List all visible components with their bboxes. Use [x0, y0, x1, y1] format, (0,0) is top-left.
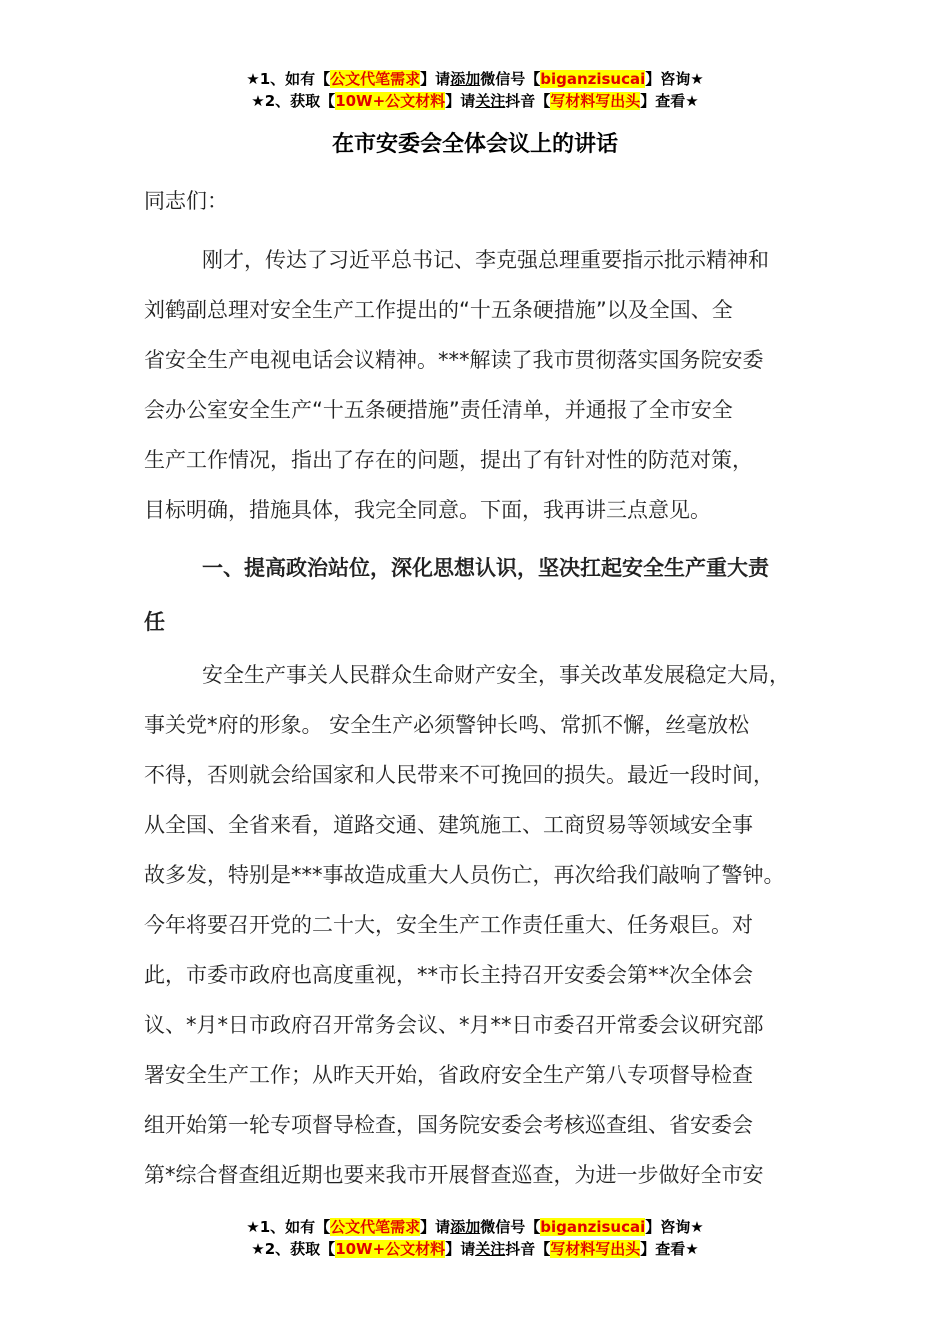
banner-text: 】咨询★	[645, 70, 704, 88]
paragraph-1	[144, 235, 834, 535]
banner-wechat-id: biganzisucai	[540, 70, 646, 88]
banner-highlight: 公文代笔需求	[330, 1218, 421, 1236]
paragraph-line: 故多发，特别是***事故造成重大人员伤亡，再次给我们敲响了警钟。	[144, 863, 785, 887]
paragraph-line: 今年将要召开党的二十大，安全生产工作责任重大、任务艰巨。对	[144, 913, 753, 937]
banner-text: 】请	[420, 70, 451, 88]
banner-text: 抖音【	[505, 92, 551, 110]
banner-text: 】查看★	[640, 1240, 699, 1258]
banner-highlight: 10W+公文材料	[335, 92, 446, 110]
banner-underline: 关注	[475, 92, 506, 110]
paragraph-line: 此，市委市政府也高度重视，**市长主持召开安委会第**次全体会	[144, 963, 753, 987]
banner-line-1	[0, 1216, 950, 1238]
paragraph-line: 生产工作情况，指出了存在的问题，提出了有针对性的防范对策，	[144, 448, 753, 472]
paragraph-line: 议、*月*日市政府召开常务会议、*月**日市委召开常委会议研究部	[144, 1013, 764, 1037]
paragraph-line: 目标明确，措施具体，我完全同意。下面，我再讲三点意见。	[144, 498, 711, 522]
banner-text: 】请	[445, 92, 476, 110]
paragraph-line: 第*综合督查组近期也要来我市开展督查巡查，为进一步做好全市安	[144, 1163, 764, 1187]
paragraph-line: 事关党*府的形象。 安全生产必须警钟长鸣、常抓不懈，丝毫放松	[144, 713, 750, 737]
paragraph-line: 组开始第一轮专项督导检查，国务院安委会考核巡查组、省安委会	[144, 1113, 753, 1137]
section-heading-1	[144, 541, 834, 649]
paragraph-line: 刚才，传达了习近平总书记、李克强总理重要指示批示精神和	[202, 248, 769, 272]
banner-text: ★2、获取【	[251, 1240, 336, 1258]
banner-text: ★1、如有【	[246, 1218, 331, 1236]
banner-douyin-name: 写材料写出头	[550, 92, 641, 110]
paragraph-line: 省安全生产电视电话会议精神。***解读了我市贯彻落实国务院安委	[144, 348, 764, 372]
greeting: 同志们：	[144, 189, 228, 213]
banner-text: 】咨询★	[645, 1218, 704, 1236]
banner-underline: 关注	[475, 1240, 506, 1258]
paragraph-line: 从全国、全省来看，道路交通、建筑施工、工商贸易等领域安全事	[144, 813, 753, 837]
banner-text: 】请	[445, 1240, 476, 1258]
banner-line-2	[0, 90, 950, 112]
banner-highlight: 公文代笔需求	[330, 70, 421, 88]
paragraph-line: 刘鹤副总理对安全生产工作提出的“十五条硬措施”以及全国、全	[144, 298, 733, 322]
paragraph-2	[144, 650, 834, 1200]
paragraph-line: 安全生产事关人民群众生命财产安全，事关改革发展稳定大局，	[202, 663, 790, 687]
banner-text: 微信号【	[480, 1218, 541, 1236]
banner-text: ★2、获取【	[251, 92, 336, 110]
top-banner	[0, 68, 950, 112]
paragraph-line: 署安全生产工作；从昨天开始，省政府安全生产第八专项督导检查	[144, 1063, 753, 1087]
banner-text: 抖音【	[505, 1240, 551, 1258]
banner-line-1	[0, 68, 950, 90]
banner-underline: 添加	[450, 1218, 481, 1236]
banner-underline: 添加	[450, 70, 481, 88]
banner-wechat-id: biganzisucai	[540, 1218, 646, 1236]
heading-line: 一、提高政治站位，深化思想认识，坚决扛起安全生产重大责	[202, 556, 769, 580]
banner-douyin-name: 写材料写出头	[550, 1240, 641, 1258]
banner-line-2	[0, 1238, 950, 1260]
heading-line: 任	[144, 610, 165, 634]
banner-text: 】查看★	[640, 92, 699, 110]
banner-text: ★1、如有【	[246, 70, 331, 88]
banner-text: 微信号【	[480, 70, 541, 88]
paragraph-line: 会办公室安全生产“十五条硬措施”责任清单，并通报了全市安全	[144, 398, 733, 422]
bottom-banner	[0, 1216, 950, 1260]
banner-text: 】请	[420, 1218, 451, 1236]
banner-highlight: 10W+公文材料	[335, 1240, 446, 1258]
paragraph-line: 不得，否则就会给国家和人民带来不可挽回的损失。最近一段时间，	[144, 763, 774, 787]
document-title: 在市安委会全体会议上的讲话	[331, 132, 618, 157]
